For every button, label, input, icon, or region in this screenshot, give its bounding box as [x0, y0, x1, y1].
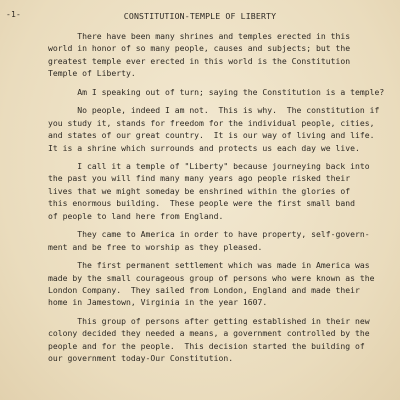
paragraph: [48, 228, 388, 253]
paragraph: [48, 315, 388, 365]
document-body: [48, 30, 388, 365]
text-line: They came to America in order to have property, self-govern-: [48, 229, 370, 240]
page-number: -1-: [6, 10, 22, 19]
text-line: world in honor of so many people, causes and subjects; but the: [48, 43, 351, 54]
text-line: I call it a temple of "Liberty" because journeying back into: [48, 161, 370, 172]
text-line: of people to land here from England.: [48, 210, 224, 221]
text-line: people and for the people. This decision started the building of: [48, 340, 365, 351]
text-line: this enormous building. These people were the first small band: [48, 198, 355, 209]
text-line: Temple of Liberty.: [48, 68, 136, 79]
text-line: home in Jamestown, Virginia in the year 1607.: [48, 297, 268, 308]
text-line: There have been many shrines and temples erected in this: [48, 31, 351, 41]
paragraph: [48, 259, 388, 309]
paragraph: [48, 86, 388, 98]
text-line: greatest temple ever erected in this world is the Constitution: [48, 55, 351, 66]
text-line: colony decided they needed a means, a government controlled by the: [48, 328, 370, 339]
text-line: The first permanent settlement which was made in America was: [48, 260, 370, 271]
text-line: Am I speaking out of turn; saying the Constitution is a temple?: [48, 86, 385, 97]
text-line: made by the small courageous group of persons who were known as the: [48, 272, 375, 283]
paragraph: [48, 30, 388, 80]
text-line: ment and be free to worship as they pleased.: [48, 241, 263, 252]
text-line: our government today-Our Constitution.: [48, 353, 234, 364]
text-line: and states of our great country. It is our way of living and life.: [48, 130, 375, 141]
text-line: No people, indeed I am not. This is why. The constitution if: [48, 105, 380, 116]
text-line: It is a shrine which surrounds and protects us each day we live.: [48, 142, 360, 153]
text-line: the past you will find many many years ago people risked their: [48, 173, 351, 184]
text-line: lives that we might someday be enshrined within the glories of: [48, 185, 351, 196]
document-title: CONSTITUTION-TEMPLE OF LIBERTY: [123, 11, 277, 21]
text-line: This group of persons after getting established in their new: [48, 315, 370, 326]
text-line: London Company. They sailed from London, England and made their: [48, 284, 360, 295]
text-line: you study it, stands for freedom for the individual people, cities,: [48, 117, 375, 128]
paragraph: [48, 104, 388, 154]
paragraph: [48, 160, 388, 222]
